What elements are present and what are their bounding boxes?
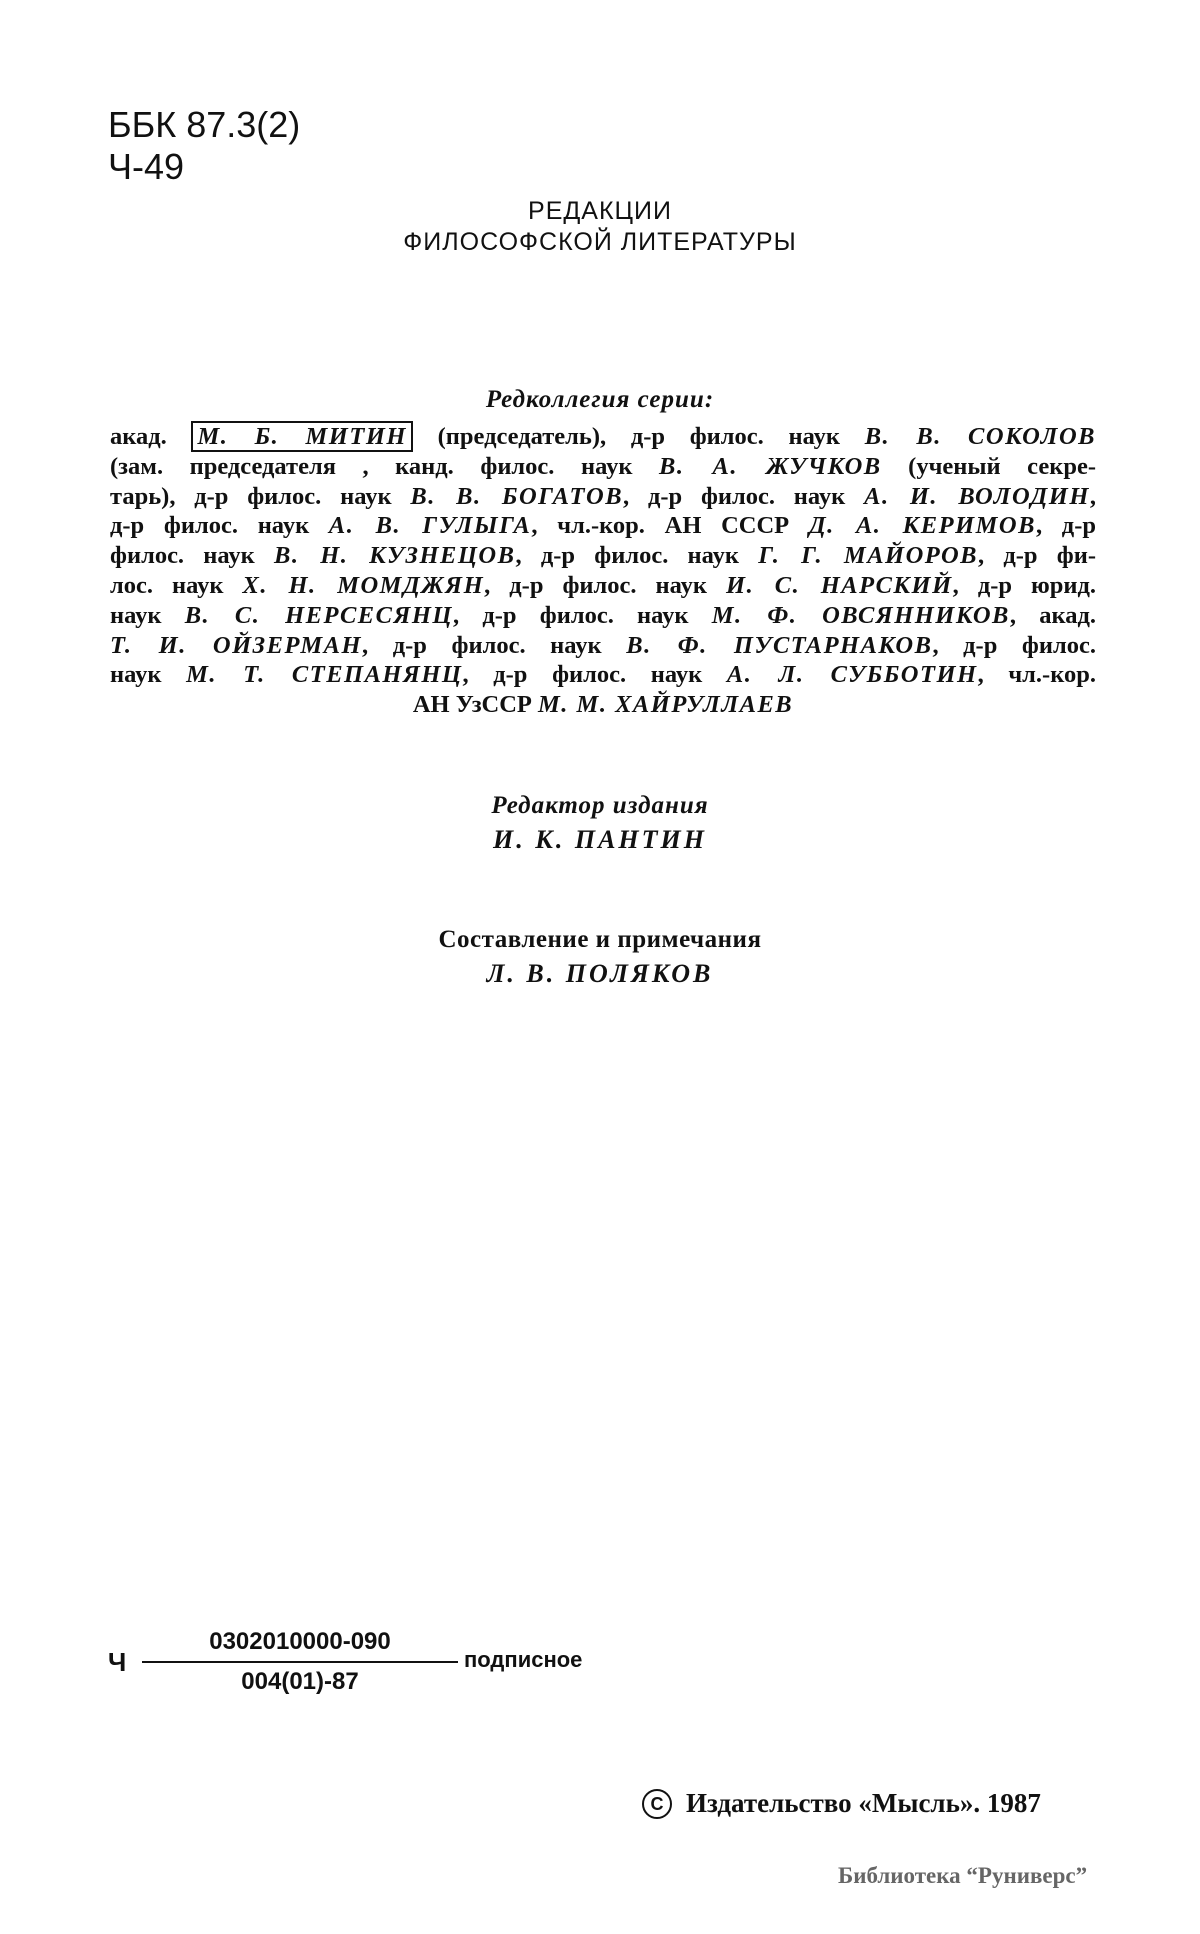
board-text: , д-р филос. наук [515, 542, 759, 570]
board-text: , [1089, 482, 1096, 510]
board-line [110, 482, 1096, 512]
board-text: , д-р фи- [977, 542, 1096, 570]
board-line [110, 601, 1096, 631]
board-text: акад. [110, 423, 192, 450]
board-title: Редколлегия серии: [485, 386, 715, 413]
editor-name: И. К. ПАНТИН [493, 825, 707, 854]
board-text: , чл.-кор. АН СССР [531, 512, 809, 540]
fraction-bar [142, 1661, 458, 1663]
library-watermark: Библиотека “Руниверс” [838, 1863, 1088, 1888]
board-text: тарь), д-р филос. наук [110, 482, 411, 510]
index-denominator: 004(01)-87 [241, 1668, 359, 1695]
board-line [110, 571, 1096, 601]
board-member-name: В. Н. КУЗНЕЦОВ [274, 542, 516, 570]
board-line [110, 511, 1096, 541]
board-text: , акад. [1009, 601, 1096, 629]
index-fraction [142, 1625, 458, 1699]
board-text: , д-р [1035, 512, 1096, 540]
board-member-name: В. В. БОГАТОВ [410, 482, 624, 510]
board-text: (председатель), д-р филос. наук [412, 423, 865, 450]
editorial-board-list [110, 422, 1096, 720]
copyright-line [642, 1788, 1041, 1819]
board-member-name: А. В. ГУЛЫГА [328, 512, 532, 540]
board-member-name: А. И. ВОЛОДИН [864, 482, 1090, 510]
board-line [110, 631, 1096, 661]
board-line [110, 422, 1096, 452]
bbk-code: ББК 87.3(2) [108, 104, 301, 145]
series-header [0, 196, 1200, 258]
board-text: (зам. председателя , канд. филос. наук [110, 452, 660, 480]
board-text: наук [110, 601, 185, 629]
board-member-name: Х. Н. МОМДЖЯН [242, 571, 485, 599]
copyright-icon: C [642, 1789, 672, 1819]
board-member-name: И. С. НАРСКИЙ [726, 571, 953, 599]
editor-block [0, 790, 1200, 858]
header-line-2: ФИЛОСОФСКОЙ ЛИТЕРАТУРЫ [403, 228, 797, 256]
board-text: , д-р филос. [932, 631, 1096, 659]
author-sign-code: Ч-49 [108, 146, 185, 187]
board-text: , д-р филос. наук [453, 601, 712, 629]
board-text: наук [110, 661, 187, 689]
index-numerator: 0302010000-090 [209, 1628, 391, 1655]
board-line [110, 690, 1096, 720]
board-text: , д-р филос. наук [362, 631, 627, 659]
board-text: филос. наук [110, 542, 275, 570]
compiler-name: Л. В. ПОЛЯКОВ [486, 959, 714, 988]
board-member-name: М. М. ХАЙРУЛЛАЕВ [538, 691, 794, 719]
board-member-name: М. Ф. ОВСЯННИКОВ [711, 601, 1010, 629]
board-member-name: В. С. НЕРСЕСЯНЦ [184, 601, 453, 629]
board-member-name: Т. И. ОЙЗЕРМАН [110, 631, 363, 659]
board-member-name: В. А. ЖУЧКОВ [659, 452, 882, 480]
copyright-text: Издательство «Мысль». 1987 [686, 1788, 1041, 1818]
board-line [110, 452, 1096, 482]
board-member-name: Д. А. КЕРИМОВ [808, 512, 1036, 540]
compiler-block [0, 924, 1200, 992]
board-text: (ученый секре- [881, 452, 1096, 480]
board-member-name: Г. Г. МАЙОРОВ [758, 542, 978, 570]
classification-block [108, 104, 300, 188]
subscription-note: подписное [464, 1647, 583, 1672]
board-text: , д-р филос. наук [462, 661, 727, 689]
header-line-1: РЕДАКЦИИ [528, 197, 672, 225]
board-line [110, 541, 1096, 571]
board-text: , д-р юрид. [952, 571, 1096, 599]
board-chair-name: М. Б. МИТИН [191, 421, 412, 452]
board-text: лос. наук [110, 571, 243, 599]
editor-label: Редактор издания [491, 792, 709, 819]
board-text: , д-р филос. наук [623, 482, 865, 510]
board-member-name: В. В. СОКОЛОВ [864, 423, 1096, 450]
compiler-label: Составление и примечания [438, 926, 762, 953]
board-text: , чл.-кор. [977, 661, 1096, 689]
board-text: АН УзССР [412, 691, 539, 719]
board-text: д-р филос. наук [110, 512, 329, 540]
board-line [110, 660, 1096, 690]
board-text: , д-р филос. наук [484, 571, 727, 599]
board-member-name: В. Ф. ПУСТАРНАКОВ [626, 631, 933, 659]
board-member-name: М. Т. СТЕПАНЯНЦ [186, 661, 463, 689]
index-letter: Ч [108, 1647, 127, 1677]
board-member-name: А. Л. СУББОТИН [726, 661, 978, 689]
